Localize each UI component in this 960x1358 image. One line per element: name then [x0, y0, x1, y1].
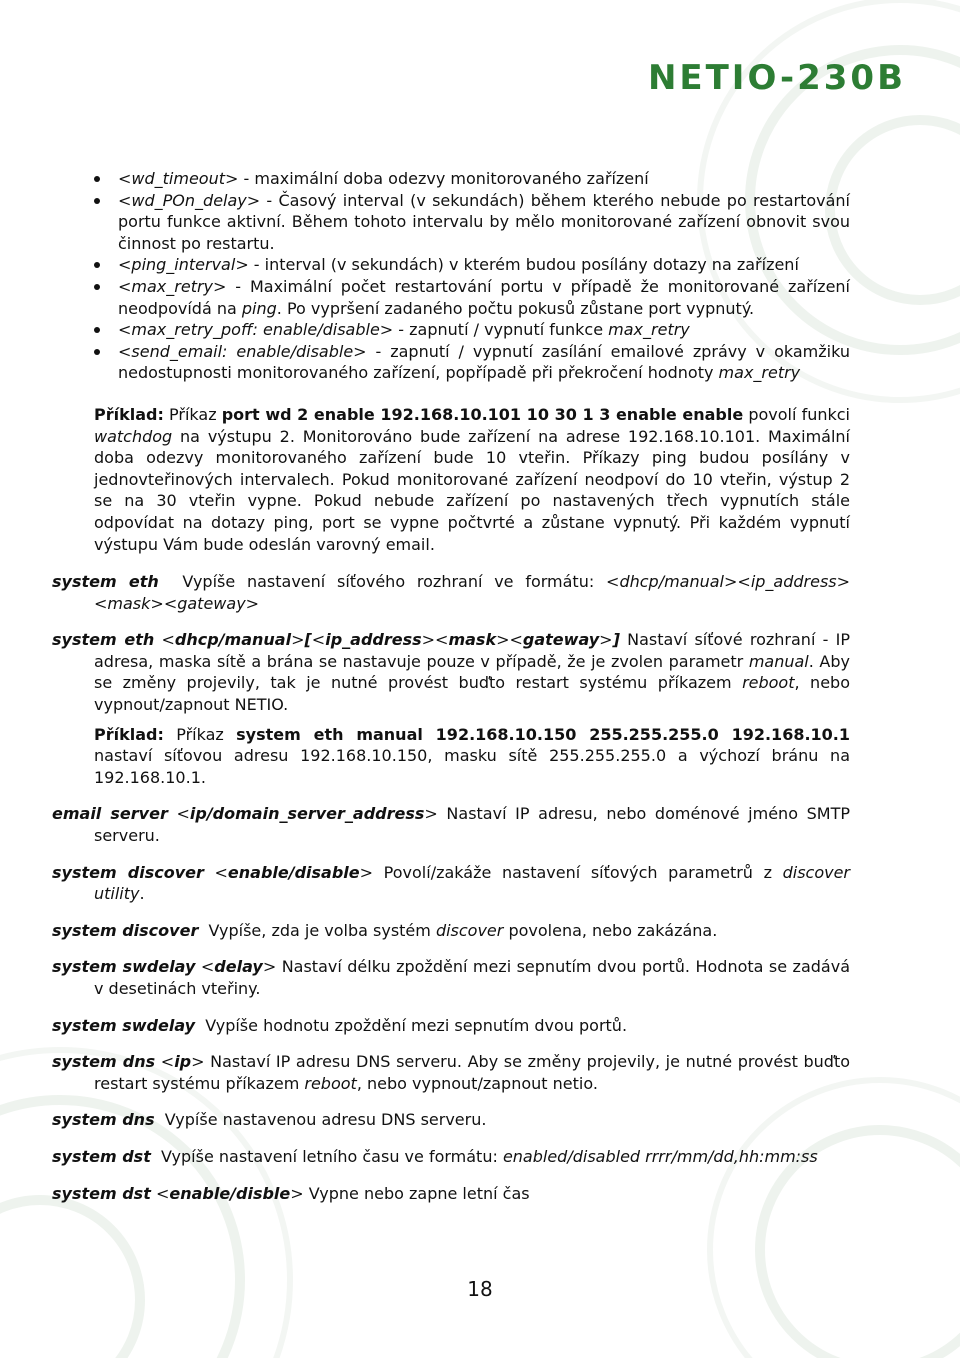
param-name: <wd_timeout>	[118, 169, 239, 188]
param-name: <max_retry_poff: enable/disable>	[118, 320, 394, 340]
cmd-system-eth-set: system eth <dhcp/manual>[<ip_address><mask><gateway>] Nastaví síťové rozhraní - IP adresa, maska sítě a brána se nastavuje pouze v případě, že je zvolen parametr manual. Aby se změny projevily, tak je nutné provést buďto restart systému příkazem reboot, nebo vypnout/zapnout NETIO. Příklad: Příkaz system eth manual 192.168.10.150 255.255.255.0 192.168.10.1 nastaví síťovou adresu 192.168.10.150, masku sítě 255.255.255.0 a výchozí bránu na 192.168.10.1.	[52, 630, 851, 787]
page-content	[52, 168, 850, 1219]
netio-logo: NETIO-230B	[647, 58, 906, 98]
cmd-system-swdelay-set: system swdelay <delay> Nastaví délku zpoždění mezi sepnutím dvou portů. Hodnota se zadává v desetinách vteřiny.	[52, 957, 850, 998]
list-item: <wd_POn_delay> - Časový interval (v sekundách) během kterého nebude po restartování portu funkce aktivní. Během tohoto intervalu by mělo monitorované zařízení obnovit svou činnost po restartu.	[90, 190, 850, 255]
cmd-system-discover-set: system discover <enable/disable> Povolí/zakáže nastavení síťových parametrů z discover utility.	[52, 862, 851, 904]
param-name: <send_email: enable/disable>	[118, 341, 367, 361]
example-system-eth: Příklad: Příkaz system eth manual 192.168.10.150 255.255.255.0 192.168.10.1 nastaví síťovou adresu 192.168.10.150, masku sítě 255.255.255.0 a výchozí bránu na 192.168.10.1.	[94, 724, 851, 787]
cmd-system-discover-show: system discover Vypíše, zda je volba systém discover povolena, nebo zakázána.	[52, 920, 718, 940]
cmd-system-eth-show: system eth Vypíše nastavení síťového rozhraní ve formátu: <dhcp/manual><ip_address><mask><gateway>	[52, 572, 851, 613]
param-name: <max_retry>	[118, 276, 227, 296]
page-number: 18	[467, 1277, 493, 1301]
list-item: <max_retry> - Maximální počet restartování portu v případě že monitorované zařízení neodpovídá na ping. Po vypršení zadaného počtu pokusů zůstane port vypnutý.	[90, 276, 850, 319]
param-name: <ping_interval>	[118, 255, 249, 275]
example-watchdog: Příklad: Příkaz port wd 2 enable 192.168.10.101 10 30 1 3 enable enable povolí funkci watchdog na výstupu 2. Monitorováno bude zařízení na adrese 192.168.10.101. Maximální doba odezvy monitorovaného zařízení bude 10 vteřin. Příkazy ping budou posílány v jednovteřinových intervalech. Pokud monitorované zařízení neodpoví do 10 vteřin, výstup 2 se na 30 vteřin vypne. Pokud nebude zařízení po nastavených třech vypnutích stále odpovídat na dotazy ping, port se vypne počtvrté a zůstane vypnutý. Při každém vypnutí výstupu Vám bude odeslán varovný email.	[94, 404, 850, 554]
cmd-system-dns-set: system dns <ip> Nastaví IP adresu DNS serveru. Aby se změny projevily, je nutné provést buďto restart systému příkazem reboot, nebo vypnout/zapnout netio.	[52, 1052, 851, 1093]
cmd-system-dst-set: system dst <enable/disble> Vypne nebo zapne letní čas	[52, 1183, 530, 1203]
cmd-system-dns-show: system dns Vypíše nastavenou adresu DNS serveru.	[52, 1110, 487, 1130]
list-item: <max_retry_poff: enable/disable> - zapnutí / vypnutí funkce max_retry	[90, 319, 850, 341]
list-item: <ping_interval> - interval (v sekundách) v kterém budou posílány dotazy na zařízení	[90, 254, 850, 276]
cmd-system-swdelay-show: system swdelay Vypíše hodnotu zpoždění mezi sepnutím dvou portů.	[52, 1015, 628, 1035]
list-item: <send_email: enable/disable> - zapnutí / vypnutí zasílání emailové zprávy v okamžiku nedostupnosti monitorovaného zařízení, popřípadě při překročení hodnoty max_retry	[90, 341, 850, 384]
parameter-list	[90, 168, 850, 384]
cmd-email-server: email server <ip/domain_server_address> Nastaví IP adresu, nebo doménové jméno SMTP serveru.	[52, 804, 850, 846]
cmd-system-dst-show: system dst Vypíše nastavení letního času ve formátu: enabled/disabled rrrr/mm/dd,hh:mm:ss	[52, 1146, 818, 1166]
param-name: <wd_POn_delay>	[118, 190, 261, 210]
list-item: <wd_timeout> - maximální doba odezvy monitorovaného zařízení	[90, 168, 850, 190]
